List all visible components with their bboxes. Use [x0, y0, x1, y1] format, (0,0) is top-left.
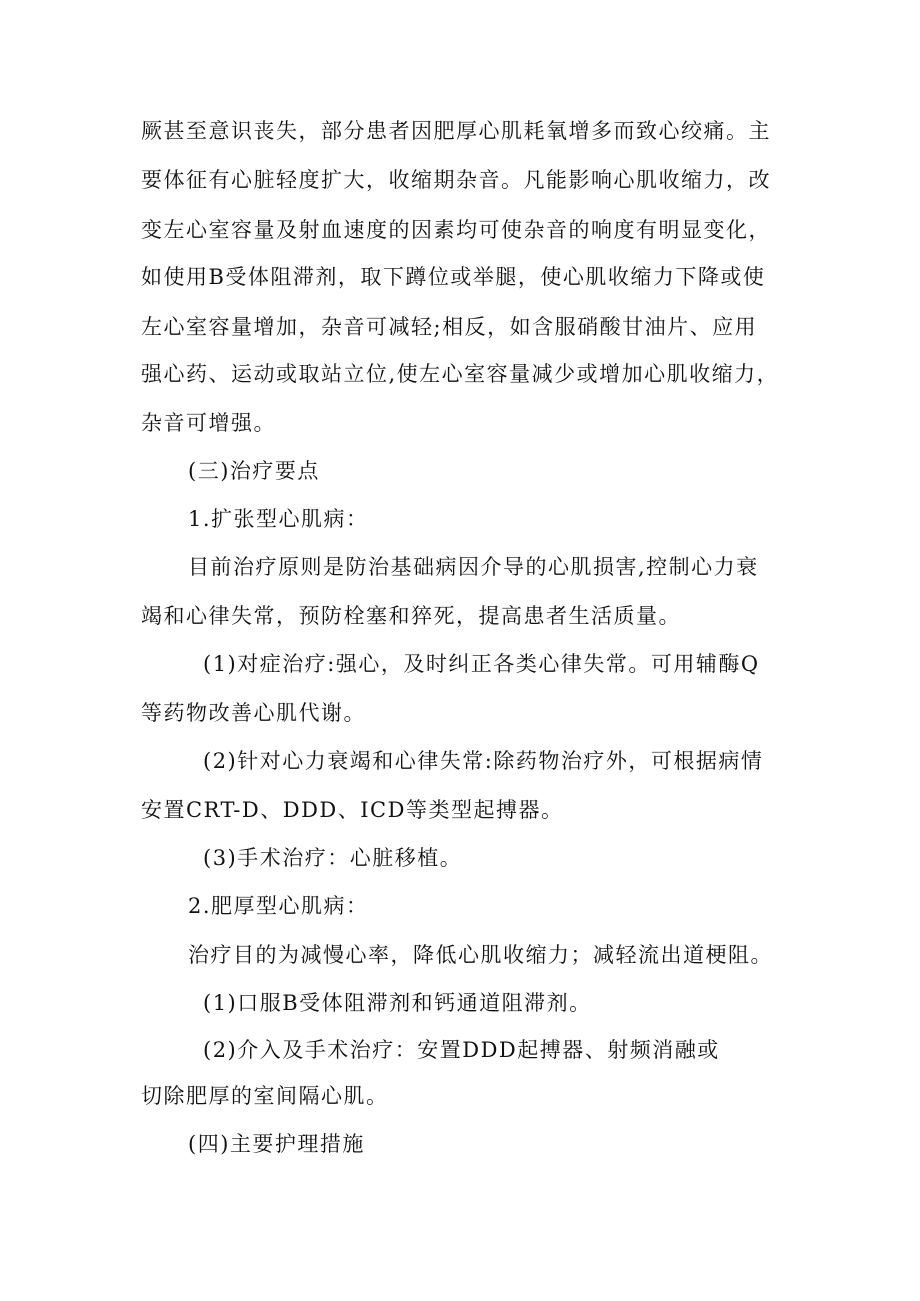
paragraph-line: 如使用B受体阻滞剂，取下蹲位或举腿，使心肌收缩力下降或使 [141, 265, 766, 289]
paragraph-line: 竭和心律失常，预防栓塞和猝死，提高患者生活质量。 [141, 604, 681, 628]
list-item-line: 等药物改善心肌代谢。 [141, 701, 366, 725]
paragraph-line: 目前治疗原则是防治基础病因介导的心肌损害,控制心力衰 [188, 555, 759, 579]
paragraph-line: 变左心室容量及射血速度的因素均可使杂音的响度有明显变化， [141, 218, 771, 242]
paragraph-line: 厥甚至意识丧失，部分患者因肥厚心肌耗氧增多而致心绞痛。主 [141, 119, 771, 143]
list-item-line: (1)对症治疗:强心，及时纠正各类心律失常。可用辅酶Q [203, 652, 760, 676]
paragraph-line: 强心药、运动或取站立位,使左心室容量减少或增加心肌收缩力， [141, 362, 780, 386]
list-item: (3)手术治疗：心脏移植。 [203, 846, 463, 870]
subsection-heading: 1.扩张型心肌病： [188, 507, 369, 531]
list-item-line: 切除肥厚的室间隔心肌。 [141, 1084, 389, 1108]
list-item-line: (2)针对心力衰竭和心律失常:除药物治疗外，可根据病情 [203, 749, 764, 773]
paragraph-line: 要体征有心脏轻度扩大，收缩期杂音。凡能影响心肌收缩力，改 [141, 168, 771, 192]
section-heading: (四)主要护理措施 [188, 1132, 365, 1156]
subsection-heading: 2.肥厚型心肌病： [188, 894, 369, 918]
list-item-line: 安置CRT-D、DDD、ICD等类型起搏器。 [141, 798, 564, 822]
paragraph-line: 治疗目的为减慢心率，降低心肌收缩力；减轻流出道梗阻。 [188, 943, 773, 967]
section-heading: (三)治疗要点 [188, 459, 320, 483]
paragraph-line: 杂音可增强。 [141, 411, 276, 435]
list-item: (1)口服B受体阻滞剂和钙通道阻滞剂。 [203, 991, 592, 1015]
list-item-line: (2)介入及手术治疗：安置DDD起搏器、射频消融或 [203, 1038, 720, 1062]
paragraph-line: 左心室容量增加，杂音可减轻;相反，如含服硝酸甘油片、应用 [141, 315, 758, 339]
